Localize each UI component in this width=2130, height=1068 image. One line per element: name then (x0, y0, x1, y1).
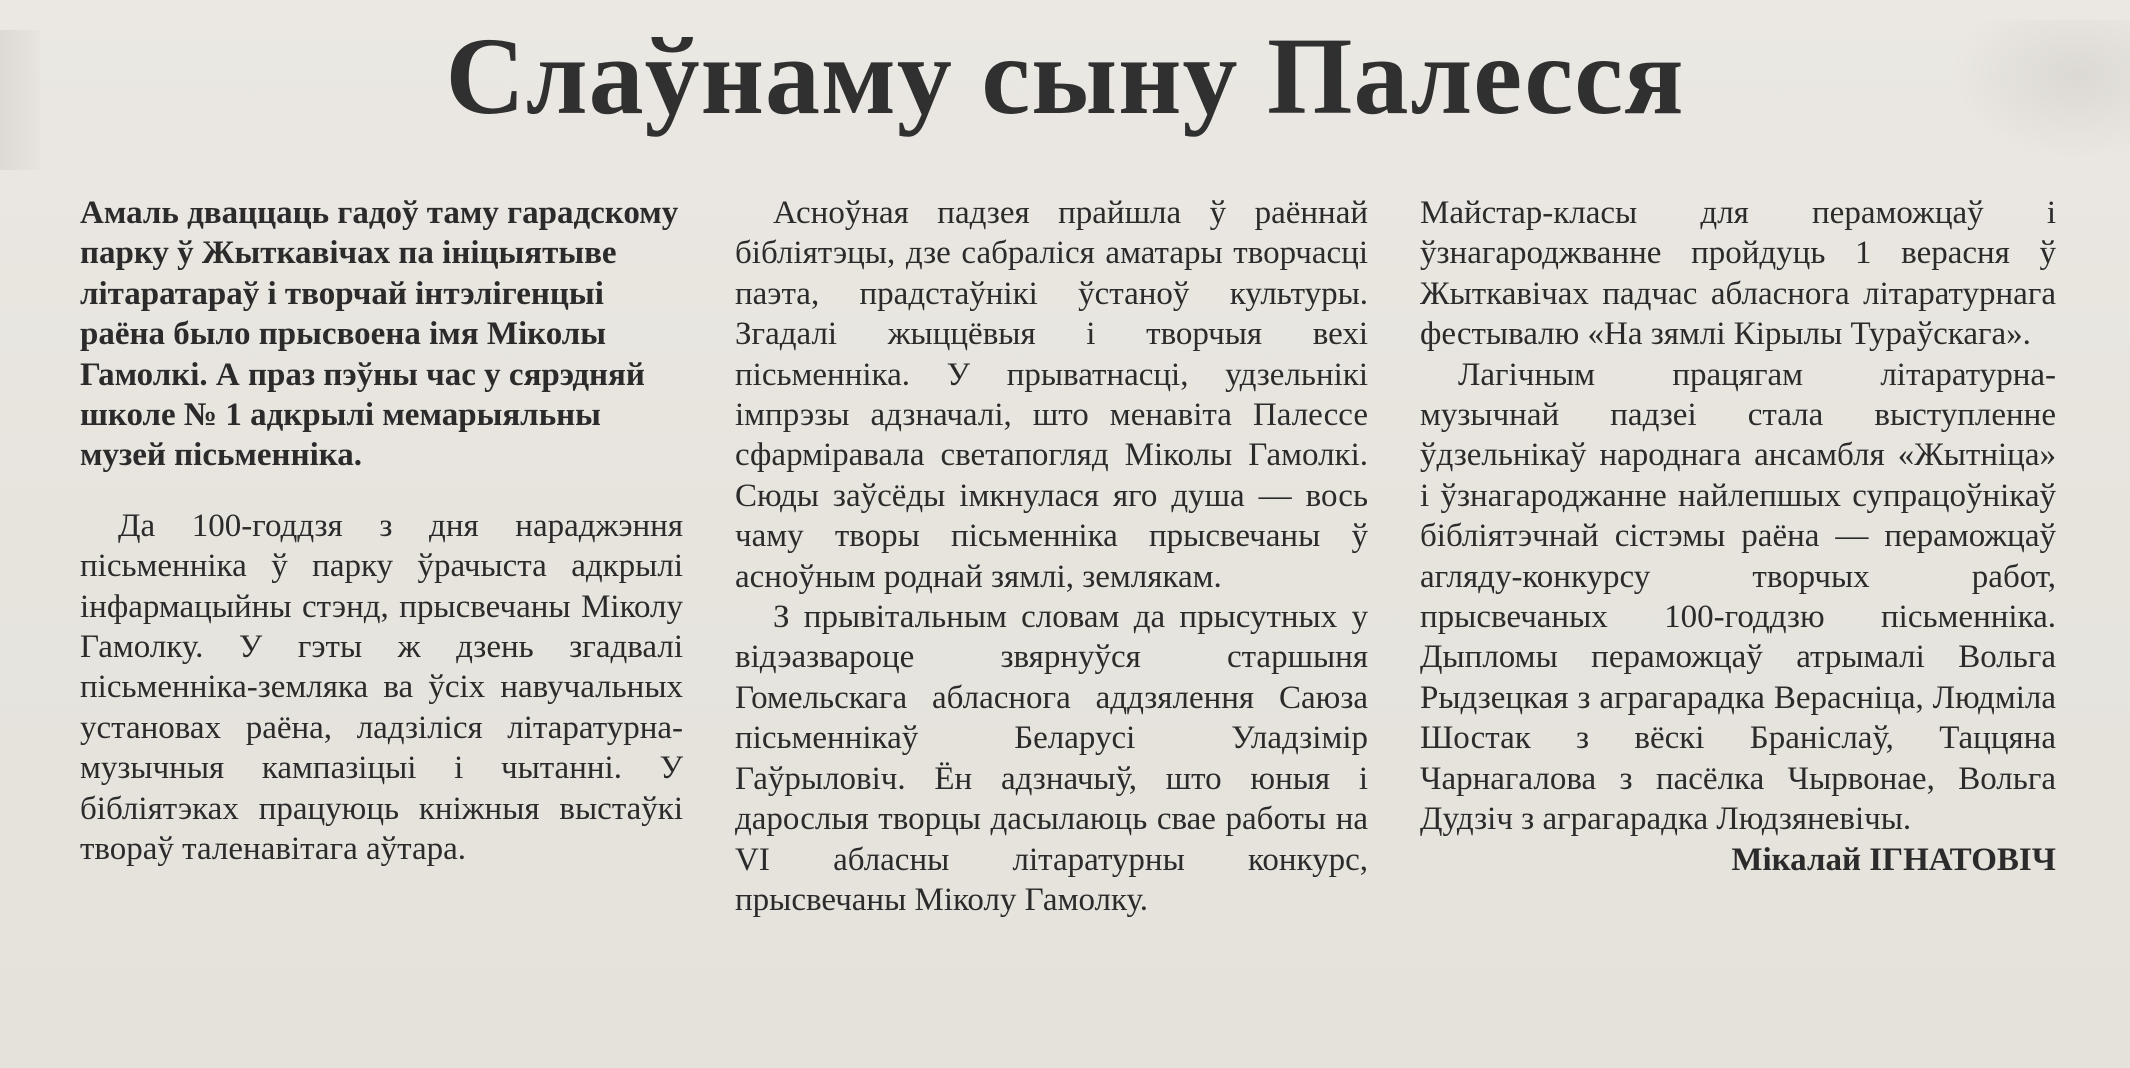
paragraph-3: З прывітальным словам да прысутных у відэазвароце звярнуўся старшыня Гомельскага абласнога аддзялення Саюза пісьменнікаў Беларусі Уладзімір Гаўрыловіч. Ён адзначыў, што юныя і дарослыя творцы дасылаюць свае работы на VI абласны літаратурны конкурс, прысвечаны Міколу Гамолку. (735, 599, 1368, 918)
paragraph-5: Лагічным працягам літаратурна-музычнай падзеі стала выступленне ўдзельнікаў народнага ансамбля «Жытніца» і ўзнагароджанне найлепшых супрацоўнікаў бібліятэчнай сістэмы раёна — пераможцаў агляду-конкурсу творчых работ, прысвечаных 100-годдзю пісьменніка. Дыпломы пераможцаў атрымалі Вольга Рыдзецкая з аграгарадка Верасніца, Людміла Шостак з вёскі Браніслаў, Таццяна Чарнагалова з пасёлка Чырвонае, Вольга Дудзіч з аграгарадка Людзяневічы. (1420, 356, 2056, 838)
column-2 (735, 193, 1368, 920)
paragraph-1: Да 100-годдзя з дня нараджэння пісьменніка ў парку ўрачыста адкрылі інфармацыйны стэнд, прысвечаны Міколу Гамолку. У гэты ж дзень згадвалі пісьменніка-земляка ва ўсіх навучальных установах раёна, ладзіліся літаратурна-музычныя кампазіцыі і чытанні. У бібліятэках працуюць кніжныя выстаўкі твораў таленавітага аўтара. (80, 507, 683, 868)
column-3 (1420, 193, 2056, 880)
paragraph-2: Асноўная падзея прайшла ў раённай бібліятэцы, дзе сабраліся аматары творчасці паэта, прадстаўнікі ўстаноў культуры. Згадалі жыццёвыя і творчыя вехі пісьменніка. У прыватнасці, удзельнікі імпрэзы адзначалі, што менавіта Палессе сфарміравала светапогляд Міколы Гамолкі. Сюды заўсёды імкнулася яго душа — вось чаму творы пісьменніка прысвечаны ў асноўным роднай зямлі, землякам. (735, 195, 1368, 595)
article-headline: Слаўнаму сыну Палесся (445, 15, 1685, 137)
paragraph-4: Майстар-класы для пераможцаў і ўзнагароджванне пройдуць 1 верасня ў Жыткавічах падчас абласнога літаратурнага фестывалю «На зямлі Кірылы Тураўскага». (1420, 195, 2056, 353)
article-lead: Амаль дваццаць гадоў таму гарадскому парку ў Жыткавічах па ініцыятыве літаратараў і творчай інтэлігенцыі раёна было прысвоена імя Міколы Гамолкі. А праз пэўны час у сярэдняй школе № 1 адкрылі мемарыяльны музей пісьменніка. (80, 195, 679, 474)
article-author: Мікалай ІГНАТОВІЧ (1731, 841, 2056, 878)
column-1 (80, 193, 683, 870)
